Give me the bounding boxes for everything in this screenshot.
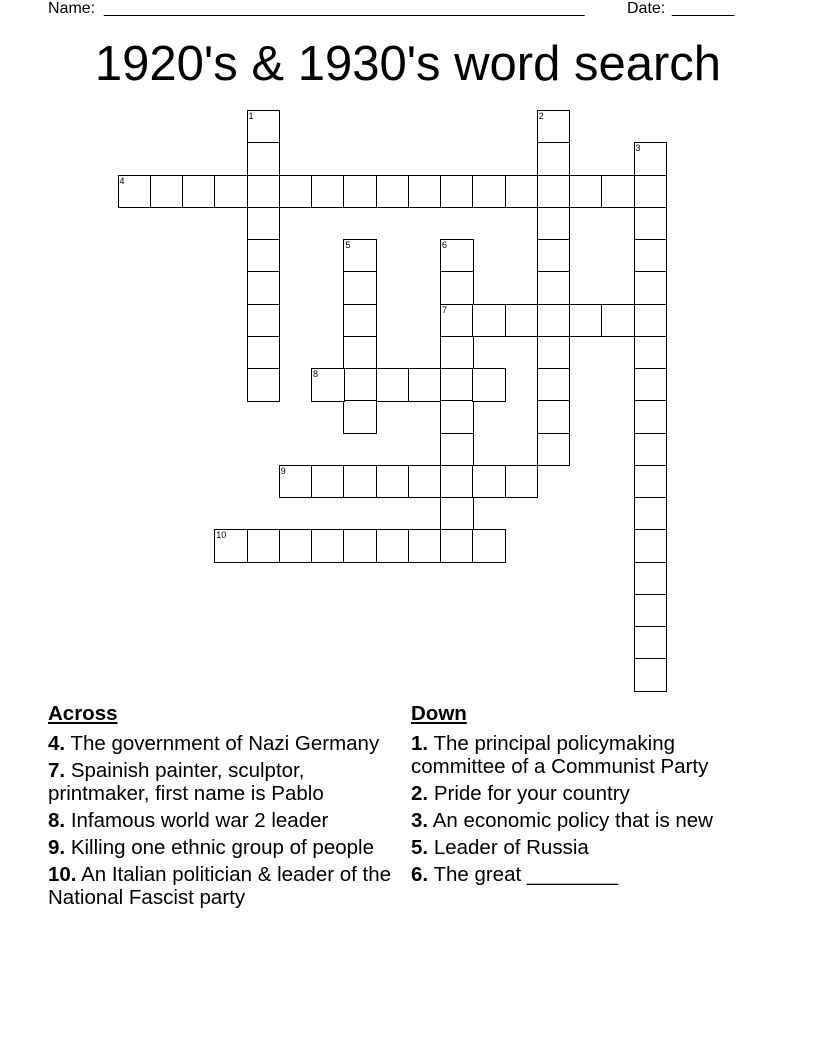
grid-cell[interactable] xyxy=(440,433,474,467)
clue-down-1 xyxy=(411,732,771,778)
grid-cell[interactable] xyxy=(601,175,635,209)
grid-cell[interactable] xyxy=(440,465,474,499)
clue-text: The great ________ xyxy=(433,863,619,886)
grid-cell[interactable] xyxy=(343,271,377,305)
grid-cell[interactable] xyxy=(247,304,281,338)
grid-cell[interactable] xyxy=(537,400,571,434)
grid-cell[interactable] xyxy=(118,175,152,209)
grid-cell[interactable] xyxy=(376,529,410,563)
clue-across-7 xyxy=(48,759,398,805)
clue-number: 6. xyxy=(411,863,429,886)
grid-cell[interactable] xyxy=(247,239,281,273)
name-label: Name: xyxy=(48,0,96,17)
grid-cell[interactable] xyxy=(537,110,571,144)
clue-down-3 xyxy=(411,809,771,832)
grid-cell[interactable] xyxy=(440,400,474,434)
grid-cell[interactable] xyxy=(247,368,281,402)
grid-cell[interactable] xyxy=(376,465,410,499)
grid-cell[interactable] xyxy=(214,529,248,563)
page-title: 1920's & 1930's word search xyxy=(94,37,722,91)
grid-cell[interactable] xyxy=(601,304,635,338)
grid-cell[interactable] xyxy=(247,336,281,370)
grid-cell[interactable] xyxy=(408,175,442,209)
grid-cell[interactable] xyxy=(634,271,668,305)
grid-cell[interactable] xyxy=(634,594,668,628)
grid-cell[interactable] xyxy=(537,175,571,209)
grid-cell[interactable] xyxy=(343,529,377,563)
clue-text: Leader of Russia xyxy=(433,836,589,859)
grid-cell[interactable] xyxy=(634,207,668,241)
grid-cell[interactable] xyxy=(634,304,668,338)
grid-cell[interactable] xyxy=(634,658,668,692)
grid-cell[interactable] xyxy=(569,175,603,209)
clue-across-8 xyxy=(48,809,398,832)
grid-cell[interactable] xyxy=(343,175,377,209)
grid-cell[interactable] xyxy=(634,142,668,176)
grid-cell[interactable] xyxy=(569,304,603,338)
grid-cell[interactable] xyxy=(634,497,668,531)
grid-cell[interactable] xyxy=(408,465,442,499)
grid-cell[interactable] xyxy=(311,465,345,499)
grid-cell[interactable] xyxy=(440,175,474,209)
across-clues xyxy=(48,702,398,913)
grid-cell[interactable] xyxy=(634,433,668,467)
clue-across-9 xyxy=(48,836,398,859)
cell-number: 3 xyxy=(635,143,641,154)
grid-cell[interactable] xyxy=(279,529,313,563)
grid-cell[interactable] xyxy=(279,175,313,209)
clue-number: 2. xyxy=(411,782,429,805)
grid-cell[interactable] xyxy=(634,336,668,370)
grid-cell[interactable] xyxy=(472,529,506,563)
grid-cell[interactable] xyxy=(440,271,474,305)
grid-cell[interactable] xyxy=(182,175,216,209)
clue-number: 3. xyxy=(411,809,429,832)
across-heading: Across xyxy=(48,702,118,725)
clue-number: 10. xyxy=(48,863,77,886)
grid-cell[interactable] xyxy=(247,271,281,305)
grid-cell[interactable] xyxy=(472,304,506,338)
cell-number: 1 xyxy=(248,111,254,121)
grid-cell[interactable] xyxy=(537,142,571,176)
grid-cell[interactable] xyxy=(247,110,281,144)
grid-cell[interactable] xyxy=(472,368,506,402)
grid-cell[interactable] xyxy=(505,465,539,499)
grid-cell[interactable] xyxy=(537,271,571,305)
clue-number: 7. xyxy=(48,759,66,782)
grid-cell[interactable] xyxy=(440,529,474,563)
grid-cell[interactable] xyxy=(343,465,377,499)
clue-down-5 xyxy=(411,836,771,859)
grid-cell[interactable] xyxy=(634,626,668,660)
grid-cell[interactable] xyxy=(247,175,281,209)
clue-number: 1. xyxy=(411,732,429,755)
date-field-line[interactable]: _______ xyxy=(672,0,735,17)
cell-number: 10 xyxy=(216,530,227,541)
grid-cell[interactable] xyxy=(472,465,506,499)
grid-cell[interactable] xyxy=(537,368,571,402)
grid-cell[interactable] xyxy=(440,368,474,402)
cell-number: 8 xyxy=(313,369,319,379)
grid-cell[interactable] xyxy=(150,175,184,209)
clue-text: An economic policy that is new xyxy=(432,809,713,832)
grid-cell[interactable] xyxy=(634,562,668,596)
grid-cell[interactable] xyxy=(440,497,474,531)
grid-cell[interactable] xyxy=(537,433,571,467)
clue-across-4 xyxy=(48,732,398,755)
grid-cell[interactable] xyxy=(634,465,668,499)
grid-cell[interactable] xyxy=(634,368,668,402)
grid-cell[interactable] xyxy=(440,239,474,273)
name-field-line[interactable]: ______________________________________________________ xyxy=(104,0,585,17)
grid-cell[interactable] xyxy=(343,336,377,370)
grid-cell[interactable] xyxy=(214,175,248,209)
grid-cell[interactable] xyxy=(634,239,668,273)
grid-cell[interactable] xyxy=(505,175,539,209)
grid-cell[interactable] xyxy=(440,336,474,370)
clue-text: The government of Nazi Germany xyxy=(70,732,380,755)
grid-cell[interactable] xyxy=(408,529,442,563)
clue-down-2 xyxy=(411,782,771,805)
grid-cell[interactable] xyxy=(634,175,668,209)
cell-number: 7 xyxy=(442,304,448,315)
clue-text: Spainish painter, sculptor, printmaker, first name is Pablo xyxy=(48,759,324,805)
clue-number: 4. xyxy=(48,732,66,755)
grid-cell[interactable] xyxy=(247,142,281,176)
grid-cell[interactable] xyxy=(472,175,506,209)
grid-cell[interactable] xyxy=(537,207,571,241)
grid-cell[interactable] xyxy=(343,400,377,434)
clue-text: Pride for your country xyxy=(433,782,630,805)
grid-cell[interactable] xyxy=(311,529,345,563)
grid-cell[interactable] xyxy=(537,239,571,273)
grid-cell[interactable] xyxy=(440,304,474,338)
cell-number: 6 xyxy=(442,240,448,250)
grid-cell[interactable] xyxy=(537,336,571,370)
grid-cell[interactable] xyxy=(376,368,410,402)
clue-text: The principal policymaking committee of a Communist Party xyxy=(411,732,709,778)
grid-cell[interactable] xyxy=(634,529,668,563)
grid-cell[interactable] xyxy=(537,304,571,338)
clue-number: 8. xyxy=(48,809,66,832)
date-label: Date: xyxy=(627,0,666,17)
clue-down-6 xyxy=(411,863,771,886)
grid-cell[interactable] xyxy=(634,400,668,434)
down-heading: Down xyxy=(411,702,467,725)
grid-cell[interactable] xyxy=(311,368,345,402)
cell-number: 4 xyxy=(119,175,125,186)
grid-cell[interactable] xyxy=(311,175,345,209)
grid-cell[interactable] xyxy=(376,175,410,209)
grid-cell[interactable] xyxy=(505,304,539,338)
clue-across-10 xyxy=(48,863,398,909)
clue-number: 5. xyxy=(411,836,429,859)
grid-cell[interactable] xyxy=(343,304,377,338)
grid-cell[interactable] xyxy=(279,465,313,499)
grid-cell[interactable] xyxy=(343,368,377,402)
cell-number: 5 xyxy=(345,240,351,250)
clue-text: An Italian politician & leader of the National Fascist party xyxy=(48,863,392,909)
clue-number: 9. xyxy=(48,836,66,859)
cell-number: 9 xyxy=(280,465,286,476)
cell-number: 2 xyxy=(538,111,544,121)
grid-cell[interactable] xyxy=(408,368,442,402)
down-clues xyxy=(411,702,771,890)
clue-text: Killing one ethnic group of people xyxy=(70,836,374,859)
grid-cell[interactable] xyxy=(343,239,377,273)
grid-cell[interactable] xyxy=(247,529,281,563)
clue-text: Infamous world war 2 leader xyxy=(70,809,329,832)
grid-cell[interactable] xyxy=(247,207,281,241)
